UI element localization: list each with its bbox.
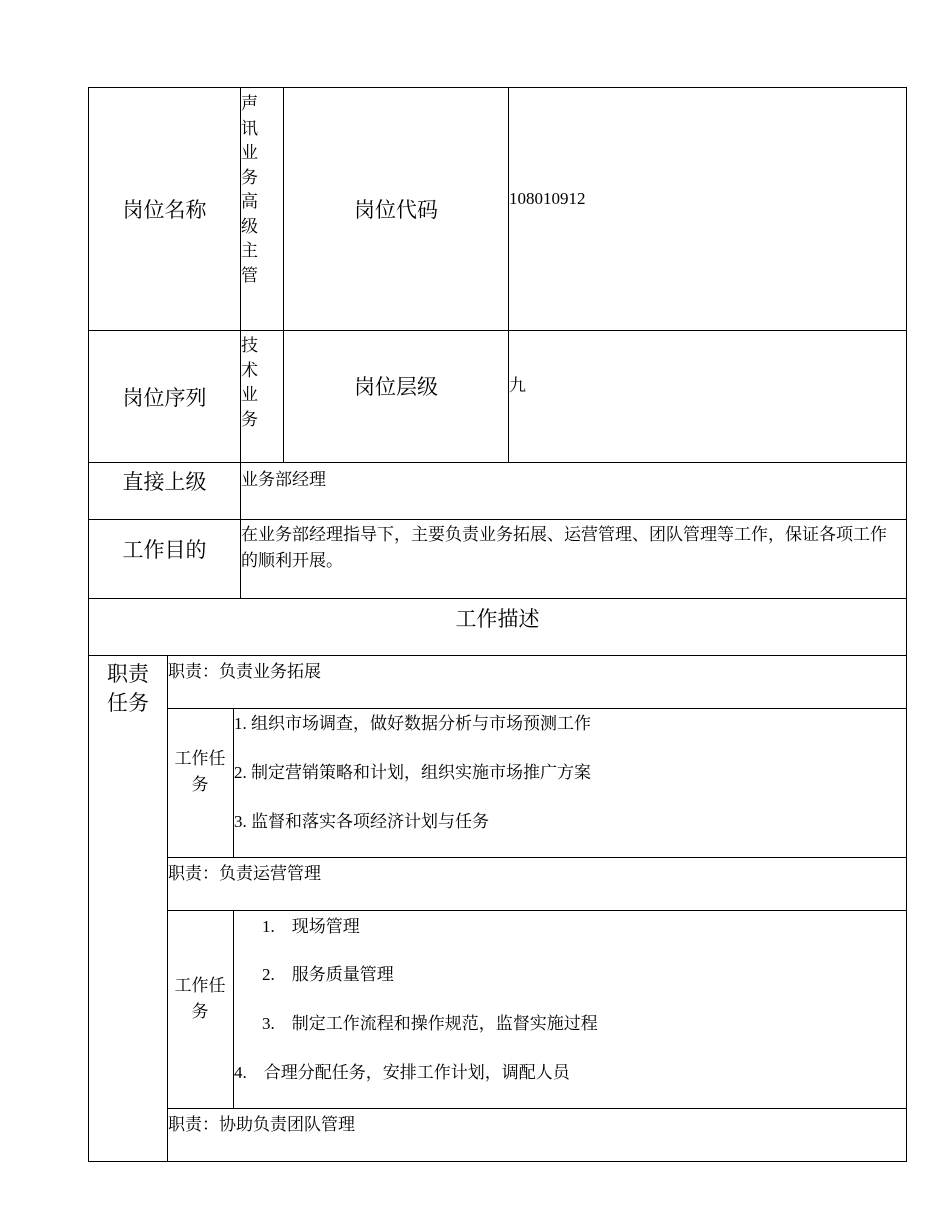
duty-1-title: 职责：负责业务拓展: [168, 662, 321, 681]
table-border: [167, 857, 907, 858]
duty-2-task-4: 4. 合理分配任务，安排工作计划，调配人员: [234, 1063, 570, 1082]
table-border: [906, 87, 907, 1162]
duty-2-task-1: 1. 现场管理: [262, 917, 360, 936]
level-value: 九: [509, 376, 526, 395]
position-code-label: 岗位代码: [354, 198, 438, 222]
position-name-value: 声讯业务高级主管: [241, 94, 258, 285]
superior-label: 直接上级: [122, 470, 207, 494]
duty-2-title: 职责：负责运营管理: [168, 864, 321, 883]
table-border: [167, 1108, 907, 1109]
purpose-value: 在业务部经理指导下，主要负责业务拓展、运营管理、团队管理等工作，保证各项工作的顺利开展。: [241, 525, 887, 570]
duty-1-task-label: 工作任务: [174, 749, 226, 794]
duty-1-task-2: 2. 制定营销策略和计划，组织实施市场推广方案: [234, 763, 591, 782]
superior-value: 业务部经理: [241, 470, 326, 489]
table-border: [88, 1161, 907, 1162]
table-border: [167, 708, 907, 709]
table-border: [167, 655, 168, 1162]
duty-2-task-3: 3. 制定工作流程和操作规范，监督实施过程: [262, 1014, 598, 1033]
duty-1-task-3: 3. 监督和落实各项经济计划与任务: [234, 812, 489, 831]
duty-2-task-label: 工作任务: [174, 976, 226, 1021]
duty-3-title: 职责：协助负责团队管理: [168, 1115, 355, 1134]
position-code-value: 108010912: [509, 189, 586, 208]
table-border: [167, 910, 907, 911]
table-border: [508, 87, 509, 463]
level-label: 岗位层级: [354, 375, 438, 399]
purpose-label: 工作目的: [122, 538, 207, 562]
duty-2-task-2: 2. 服务质量管理: [262, 965, 394, 984]
position-name-label: 岗位名称: [122, 198, 207, 222]
duty-task-label: 职责任务: [107, 662, 149, 715]
sequence-value: 技术业务: [241, 336, 258, 429]
work-description-title: 工作描述: [455, 607, 540, 631]
sequence-label: 岗位序列: [122, 385, 207, 410]
duty-1-task-1: 1. 组织市场调查，做好数据分析与市场预测工作: [234, 714, 591, 733]
table-border: [88, 655, 907, 656]
